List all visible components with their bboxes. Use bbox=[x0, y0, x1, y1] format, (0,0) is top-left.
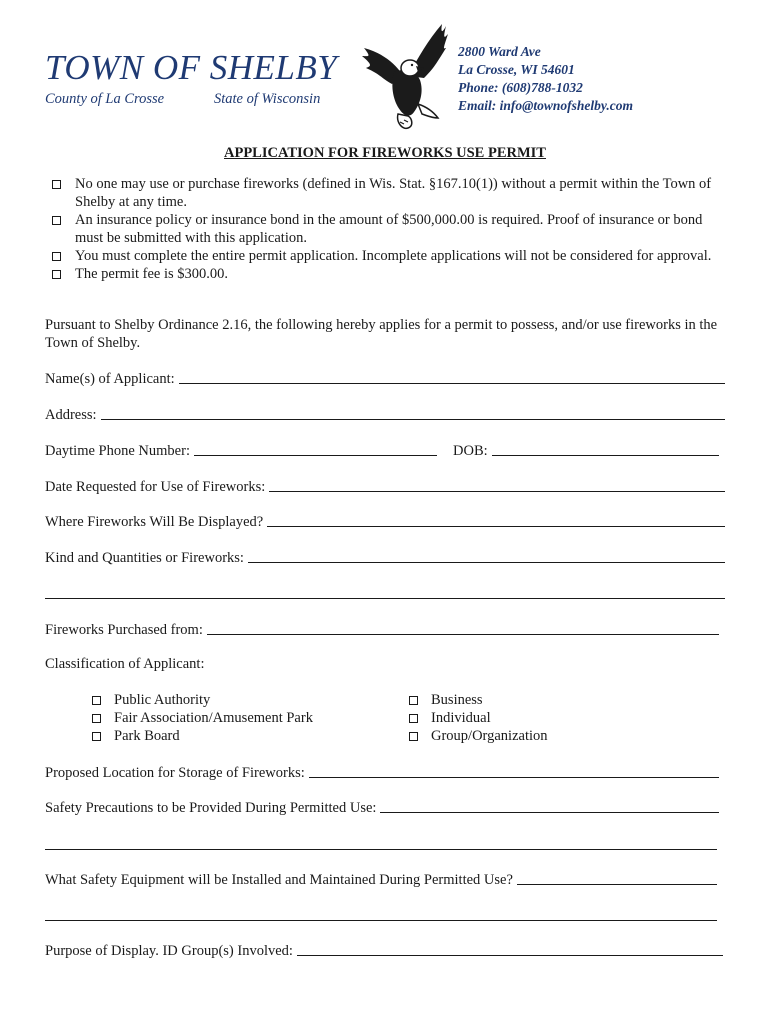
phone-field[interactable] bbox=[45, 440, 437, 460]
dob-line[interactable] bbox=[492, 455, 719, 456]
safety-equipment-field[interactable] bbox=[45, 869, 717, 889]
purchased-from-line[interactable] bbox=[207, 634, 719, 635]
form-title: APPLICATION FOR FIREWORKS USE PERMIT bbox=[224, 145, 546, 161]
kind-quantities-line-2[interactable] bbox=[45, 598, 725, 599]
safety-precautions-line[interactable] bbox=[380, 812, 719, 813]
safety-precautions-line-2[interactable] bbox=[45, 849, 717, 850]
purpose-field[interactable] bbox=[45, 940, 723, 960]
display-location-line[interactable] bbox=[267, 526, 725, 527]
list-item: You must complete the entire permit application. Incomplete applications will not be considered for approval. bbox=[52, 247, 732, 265]
purchased-from-field[interactable] bbox=[45, 619, 719, 639]
kind-quantities-field[interactable] bbox=[45, 547, 725, 567]
safety-precautions-label: Safety Precautions to be Provided During Permitted Use: bbox=[45, 800, 377, 816]
eagle-logo-icon bbox=[358, 18, 450, 134]
county-label: County of La Crosse bbox=[45, 91, 165, 107]
checkbox-icon bbox=[52, 252, 61, 261]
requirements-list bbox=[52, 175, 732, 283]
checkbox-icon bbox=[52, 216, 61, 225]
state-label: State of Wisconsin bbox=[214, 91, 321, 107]
address-line-1: 2800 Ward Ave bbox=[458, 44, 541, 59]
option-business[interactable]: Business bbox=[409, 691, 548, 709]
checkbox-icon bbox=[52, 270, 61, 279]
date-requested-line[interactable] bbox=[269, 491, 725, 492]
contact-block bbox=[458, 43, 633, 115]
town-title: TOWN OF SHELBY bbox=[45, 48, 338, 87]
applicant-name-line[interactable] bbox=[179, 383, 725, 384]
address-line[interactable] bbox=[101, 419, 725, 420]
address-label: Address: bbox=[45, 407, 97, 423]
display-location-label: Where Fireworks Will Be Displayed? bbox=[45, 514, 264, 530]
phone-line[interactable] bbox=[194, 455, 437, 456]
date-requested-field[interactable] bbox=[45, 476, 725, 496]
address-line-2: La Crosse, WI 54601 bbox=[458, 62, 575, 77]
kind-quantities-label: Kind and Quantities or Fireworks: bbox=[45, 550, 244, 566]
list-item: No one may use or purchase fireworks (defined in Wis. Stat. §167.10(1)) without a permit within the Town of Shelby at any time. bbox=[52, 175, 732, 211]
list-item: An insurance policy or insurance bond in the amount of $500,000.00 is required. Proof of insurance or bond must be submitted with this application. bbox=[52, 211, 732, 247]
checkbox-icon[interactable] bbox=[409, 696, 418, 705]
safety-equipment-label: What Safety Equipment will be Installed and Maintained During Permitted Use? bbox=[45, 872, 513, 888]
phone-text: Phone: (608)788-1032 bbox=[458, 80, 583, 95]
checkbox-icon[interactable] bbox=[92, 696, 101, 705]
safety-precautions-field[interactable] bbox=[45, 797, 719, 817]
applicant-name-label: Name(s) of Applicant: bbox=[45, 371, 175, 387]
purpose-label: Purpose of Display. ID Group(s) Involved: bbox=[45, 943, 293, 959]
purpose-line[interactable] bbox=[297, 955, 723, 956]
dob-field[interactable] bbox=[453, 440, 719, 460]
list-item: The permit fee is $300.00. bbox=[52, 265, 732, 283]
checkbox-icon bbox=[52, 180, 61, 189]
applicant-name-field[interactable] bbox=[45, 368, 725, 388]
option-group-organization[interactable]: Group/Organization bbox=[409, 727, 548, 745]
option-individual[interactable]: Individual bbox=[409, 709, 548, 727]
checkbox-icon[interactable] bbox=[409, 714, 418, 723]
intro-paragraph: Pursuant to Shelby Ordinance 2.16, the following hereby applies for a permit to possess, and/or use fireworks in the Town of Shelby. bbox=[45, 317, 718, 351]
date-requested-label: Date Requested for Use of Fireworks: bbox=[45, 479, 266, 495]
storage-location-label: Proposed Location for Storage of Fireworks: bbox=[45, 765, 305, 781]
option-public-authority[interactable]: Public Authority bbox=[92, 691, 313, 709]
storage-location-field[interactable] bbox=[45, 762, 719, 782]
purchased-from-label: Fireworks Purchased from: bbox=[45, 622, 203, 638]
classification-label: Classification of Applicant: bbox=[45, 656, 205, 672]
phone-label: Daytime Phone Number: bbox=[45, 443, 190, 459]
address-field[interactable] bbox=[45, 404, 725, 424]
safety-equipment-line-2[interactable] bbox=[45, 920, 717, 921]
kind-quantities-line[interactable] bbox=[248, 562, 725, 563]
dob-label: DOB: bbox=[453, 443, 488, 459]
classification-options-right bbox=[409, 691, 548, 745]
checkbox-icon[interactable] bbox=[409, 732, 418, 741]
storage-location-line[interactable] bbox=[309, 777, 719, 778]
option-fair-association[interactable]: Fair Association/Amusement Park bbox=[92, 709, 313, 727]
checkbox-icon[interactable] bbox=[92, 732, 101, 741]
display-location-field[interactable] bbox=[45, 511, 725, 531]
safety-equipment-line[interactable] bbox=[517, 884, 717, 885]
checkbox-icon[interactable] bbox=[92, 714, 101, 723]
email-text: Email: info@townofshelby.com bbox=[458, 98, 633, 113]
option-park-board[interactable]: Park Board bbox=[92, 727, 313, 745]
classification-options-left bbox=[92, 691, 313, 745]
